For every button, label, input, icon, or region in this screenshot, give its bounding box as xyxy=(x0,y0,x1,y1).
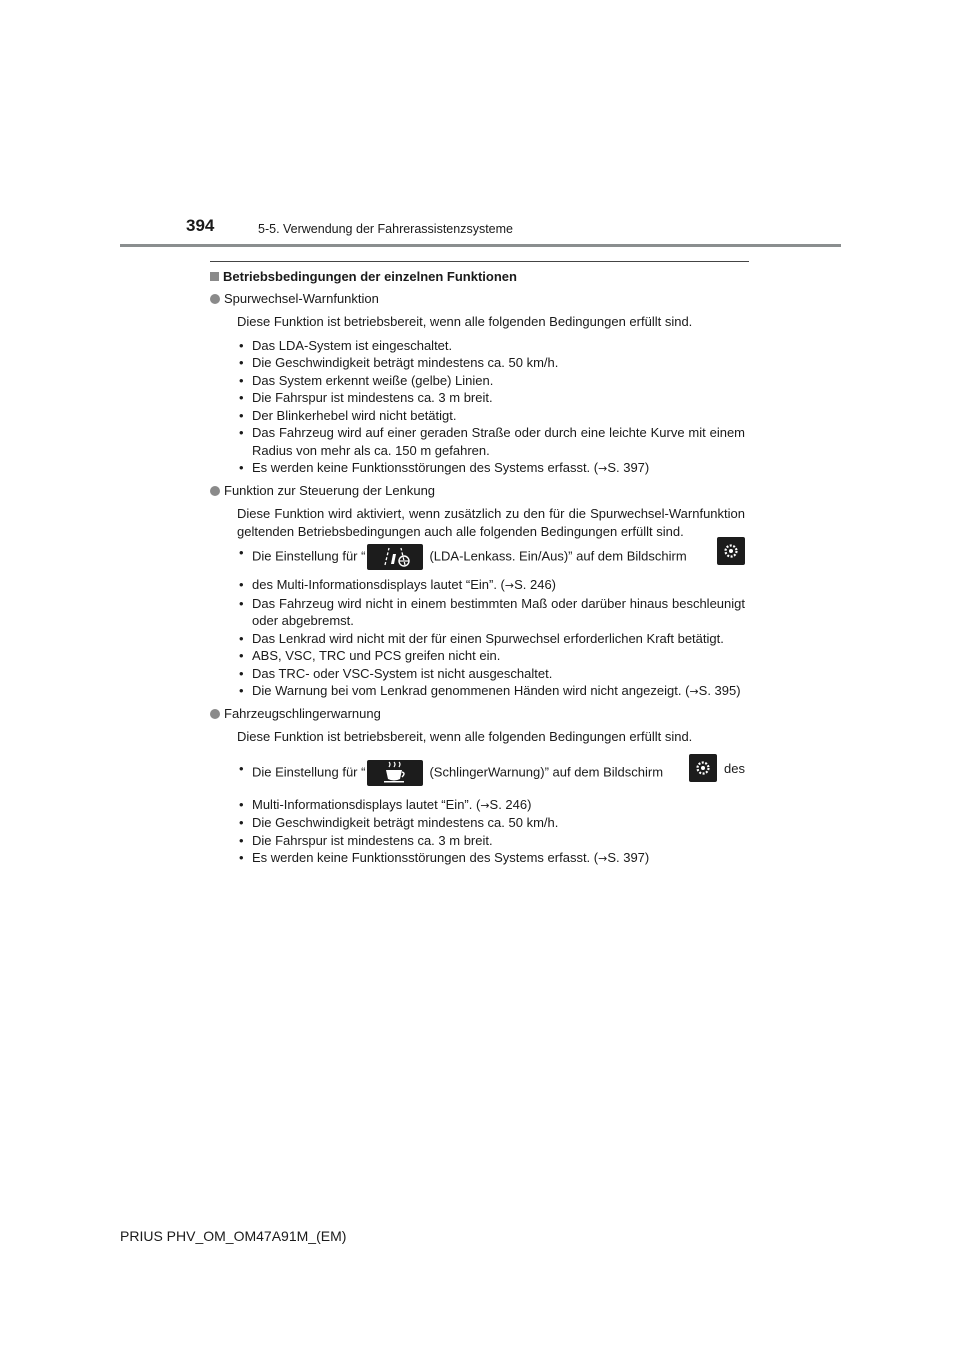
arrow-right-icon: → xyxy=(598,462,608,475)
arrow-right-icon: → xyxy=(480,798,490,812)
list-item-text: des Multi-Informationsdisplays lautet “Ein”. ( xyxy=(252,577,505,592)
condition-list xyxy=(237,760,745,868)
page-number: 394 xyxy=(186,216,215,235)
page-reference[interactable]: S. 246) xyxy=(489,796,532,812)
arrow-right-icon: → xyxy=(504,579,515,592)
list-item: • ABS, VSC, TRC und PCS greifen nicht ein. xyxy=(237,647,745,665)
list-item: • Die Fahrspur ist mindestens ca. 3 m breit. xyxy=(237,832,745,850)
list-item: • Der Blinkerhebel wird nicht betätigt. xyxy=(237,407,745,425)
list-item: • Das Lenkrad wird nicht mit der für einen Spurwechsel erforderlichen Kraft betätigt. xyxy=(237,630,745,648)
list-item-text: Es werden keine Funktionsstörungen des Systems erfasst. ( xyxy=(252,460,599,475)
list-item xyxy=(237,760,745,786)
list-item-text: Es werden keine Funktionsstörungen des Systems erfasst. ( xyxy=(252,850,599,865)
square-bullet-icon xyxy=(210,272,219,281)
settings-gear-icon xyxy=(689,754,717,782)
list-item xyxy=(237,682,745,701)
content xyxy=(210,268,745,868)
list-item-text: Die Einstellung für “ xyxy=(252,763,366,779)
arrow-right-icon: → xyxy=(689,685,699,698)
section-rule xyxy=(210,261,749,262)
list-item xyxy=(237,544,745,570)
list-item: • Das LDA-System ist eingeschaltet. xyxy=(237,337,745,355)
list-item xyxy=(237,459,745,478)
condition-list xyxy=(237,337,745,478)
condition-list xyxy=(237,544,745,701)
list-item-text: Multi-Informationsdisplays lautet “Ein”. ( xyxy=(252,796,481,812)
round-bullet-icon xyxy=(210,486,220,496)
header-rule xyxy=(120,244,841,247)
list-item: • Das System erkennt weiße (gelbe) Linien. xyxy=(237,372,745,390)
list-item: • Die Geschwindigkeit beträgt mindestens ca. 50 km/h. xyxy=(237,814,745,832)
coffee-cup-icon xyxy=(367,760,423,786)
list-item xyxy=(237,849,745,868)
chapter-title: 5-5. Verwendung der Fahrerassistenzsysteme xyxy=(258,222,513,236)
document-id: PRIUS PHV_OM_OM47A91M_(EM) xyxy=(120,1228,347,1244)
list-item-text: Die Warnung bei vom Lenkrad genommenen Händen wird nicht angezeigt. ( xyxy=(252,683,690,698)
list-item-text: Die Einstellung für “ xyxy=(252,548,366,564)
list-item: • Das TRC- oder VSC-System ist nicht ausgeschaltet. xyxy=(237,665,745,683)
block-title-text: Funktion zur Steuerung der Lenkung xyxy=(224,482,436,498)
section-heading-text: Betriebsbedingungen der einzelnen Funktionen xyxy=(223,269,517,284)
block-title xyxy=(210,705,745,723)
block-title-text: Spurwechsel-Warnfunktion xyxy=(224,290,379,306)
list-item: • Das Fahrzeug wird auf einer geraden Straße oder durch eine leichte Kurve mit einem Radius von mehr als ca. 150 m gefahren. xyxy=(237,424,745,459)
block-intro: Diese Funktion ist betriebsbereit, wenn alle folgenden Bedingungen erfüllt sind. xyxy=(237,314,693,329)
page-reference[interactable]: S. 397) xyxy=(607,460,650,475)
section-heading xyxy=(210,268,745,286)
list-item-text: des xyxy=(724,760,745,776)
block-intro: Diese Funktion ist betriebsbereit, wenn alle folgenden Bedingungen erfüllt sind. xyxy=(237,729,693,744)
list-item xyxy=(237,796,745,815)
list-item xyxy=(237,576,745,595)
page-reference[interactable]: S. 397) xyxy=(607,850,650,865)
round-bullet-icon xyxy=(210,709,220,719)
block-title-text: Fahrzeugschlingerwarnung xyxy=(224,705,381,721)
list-item: • Die Geschwindigkeit beträgt mindestens ca. 50 km/h. xyxy=(237,354,745,372)
round-bullet-icon xyxy=(210,294,220,304)
block-title xyxy=(210,290,745,308)
settings-gear-icon xyxy=(717,537,745,565)
list-item-text: (LDA-Lenkass. Ein/Aus)” auf dem Bildschirm xyxy=(429,548,687,564)
page-reference[interactable]: S. 246) xyxy=(514,577,557,592)
arrow-right-icon: → xyxy=(598,852,608,865)
block-title xyxy=(210,482,745,500)
list-item: • Das Fahrzeug wird nicht in einem bestimmten Maß oder darüber hinaus beschleunigt oder abgebremst. xyxy=(237,595,745,630)
list-item: • Die Fahrspur ist mindestens ca. 3 m breit. xyxy=(237,389,745,407)
page-reference[interactable]: S. 395) xyxy=(698,683,741,698)
list-item-text: (SchlingerWarnung)” auf dem Bildschirm xyxy=(429,763,664,779)
lda-steering-assist-icon xyxy=(367,544,423,570)
block-intro: Diese Funktion wird aktiviert, wenn zusätzlich zu den für die Spurwechsel-Warnfunktion geltenden Betriebsbedingungen auch alle folgenden Bedingungen erfüllt sind. xyxy=(237,506,745,539)
